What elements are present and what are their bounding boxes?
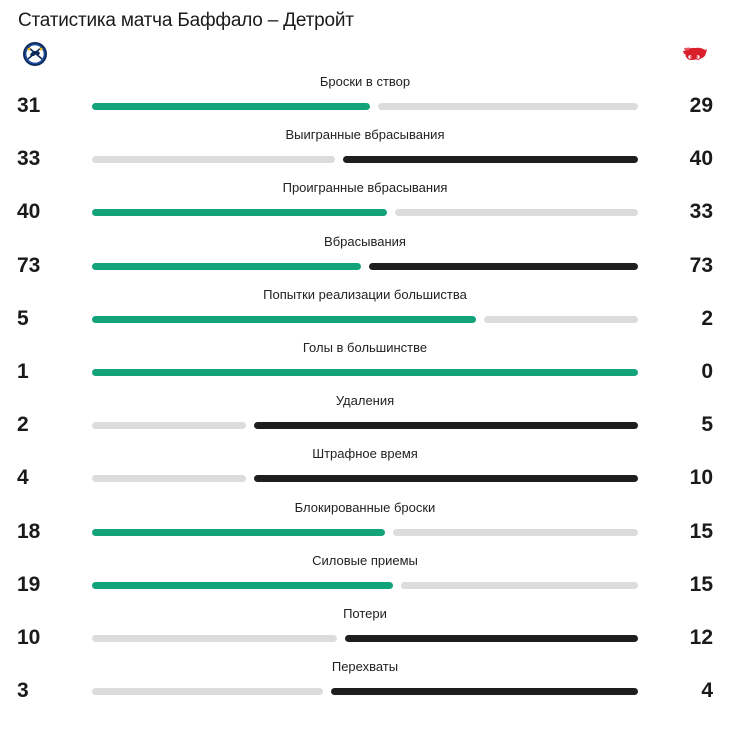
away-value: 10 — [689, 466, 713, 490]
home-value: 40 — [17, 200, 41, 224]
stat-label: Броски в створ — [319, 74, 411, 89]
away-bar-segment — [393, 529, 638, 536]
home-value: 73 — [17, 253, 41, 277]
away-bar-segment — [254, 422, 638, 429]
away-bar-segment — [401, 582, 638, 589]
stat-row — [0, 602, 730, 655]
stat-label: Силовые приемы — [312, 552, 418, 568]
away-value: 33 — [689, 200, 713, 224]
away-bar-segment — [343, 156, 638, 163]
home-bar-segment — [92, 635, 337, 642]
home-value: 19 — [17, 572, 41, 596]
comparison-bar — [92, 529, 638, 536]
comparison-bar — [92, 209, 638, 216]
stat-label: Выигранные вбрасывания — [285, 127, 445, 143]
home-bar-segment — [92, 316, 476, 323]
comparison-bar — [92, 156, 638, 163]
home-value: 1 — [17, 359, 29, 383]
comparison-bar — [92, 422, 638, 429]
away-bar-segment — [378, 103, 638, 110]
away-bar-segment — [369, 263, 638, 270]
comparison-bar — [92, 582, 638, 589]
stat-row — [0, 336, 730, 389]
away-value: 73 — [689, 253, 713, 277]
away-value: 0 — [701, 359, 713, 383]
comparison-bar — [92, 475, 638, 482]
home-bar-segment — [92, 688, 323, 695]
home-bar-segment — [92, 475, 246, 482]
home-value: 10 — [17, 625, 41, 649]
stat-row — [0, 655, 730, 708]
comparison-bar — [92, 103, 638, 110]
comparison-bar — [92, 316, 638, 323]
home-bar-segment — [92, 263, 361, 270]
home-value: 18 — [17, 519, 41, 543]
comparison-bar — [92, 263, 638, 270]
detroit-red-wings-logo-icon — [681, 41, 707, 67]
comparison-bar — [92, 635, 638, 642]
stat-row — [0, 496, 730, 549]
page-title: Статистика матча Баффало – Детройт — [18, 10, 354, 31]
away-value: 4 — [701, 679, 713, 703]
stat-row — [0, 230, 730, 283]
away-bar-segment — [395, 209, 638, 216]
away-bar-segment — [331, 688, 638, 695]
stat-label: Потери — [343, 605, 387, 621]
home-bar-segment — [92, 582, 393, 589]
away-value: 15 — [689, 519, 713, 543]
stat-row — [0, 283, 730, 336]
home-bar-segment — [92, 422, 246, 429]
away-bar-segment — [254, 475, 638, 482]
stat-label: Удаления — [335, 393, 395, 409]
home-value: 33 — [17, 147, 41, 171]
stats-list — [0, 70, 730, 708]
stat-row — [0, 549, 730, 602]
stat-row — [0, 442, 730, 495]
away-value: 15 — [689, 572, 713, 596]
stat-label: Вбрасывания — [324, 233, 406, 249]
away-value: 12 — [689, 625, 713, 649]
stat-row — [0, 389, 730, 442]
stat-row — [0, 176, 730, 229]
comparison-bar — [92, 369, 638, 376]
stat-label: Голы в большинстве — [302, 339, 428, 355]
stat-label: Проигранные вбрасывания — [282, 180, 448, 196]
home-bar-segment — [92, 156, 335, 163]
stat-row — [0, 123, 730, 176]
stat-label: Блокированные броски — [294, 499, 436, 515]
home-value: 2 — [17, 413, 29, 437]
away-value: 2 — [701, 306, 713, 330]
stat-label: Штрафное время — [312, 446, 418, 462]
buffalo-sabres-logo-icon — [22, 41, 48, 67]
home-value: 31 — [17, 94, 41, 117]
away-bar-segment — [484, 316, 638, 323]
home-bar-segment — [92, 529, 385, 536]
stat-label: Перехваты — [331, 659, 399, 675]
home-value: 4 — [17, 466, 29, 490]
away-value: 5 — [701, 413, 713, 437]
comparison-bar — [92, 688, 638, 695]
home-bar-segment — [92, 103, 370, 110]
home-bar-segment — [92, 209, 387, 216]
away-value: 40 — [689, 147, 713, 171]
stat-row — [0, 70, 730, 123]
stat-label: Попытки реализации большиства — [263, 286, 467, 302]
away-value: 29 — [689, 94, 713, 117]
home-value: 5 — [17, 306, 29, 330]
home-value: 3 — [17, 679, 29, 703]
home-bar-segment — [92, 369, 638, 376]
away-bar-segment — [345, 635, 638, 642]
